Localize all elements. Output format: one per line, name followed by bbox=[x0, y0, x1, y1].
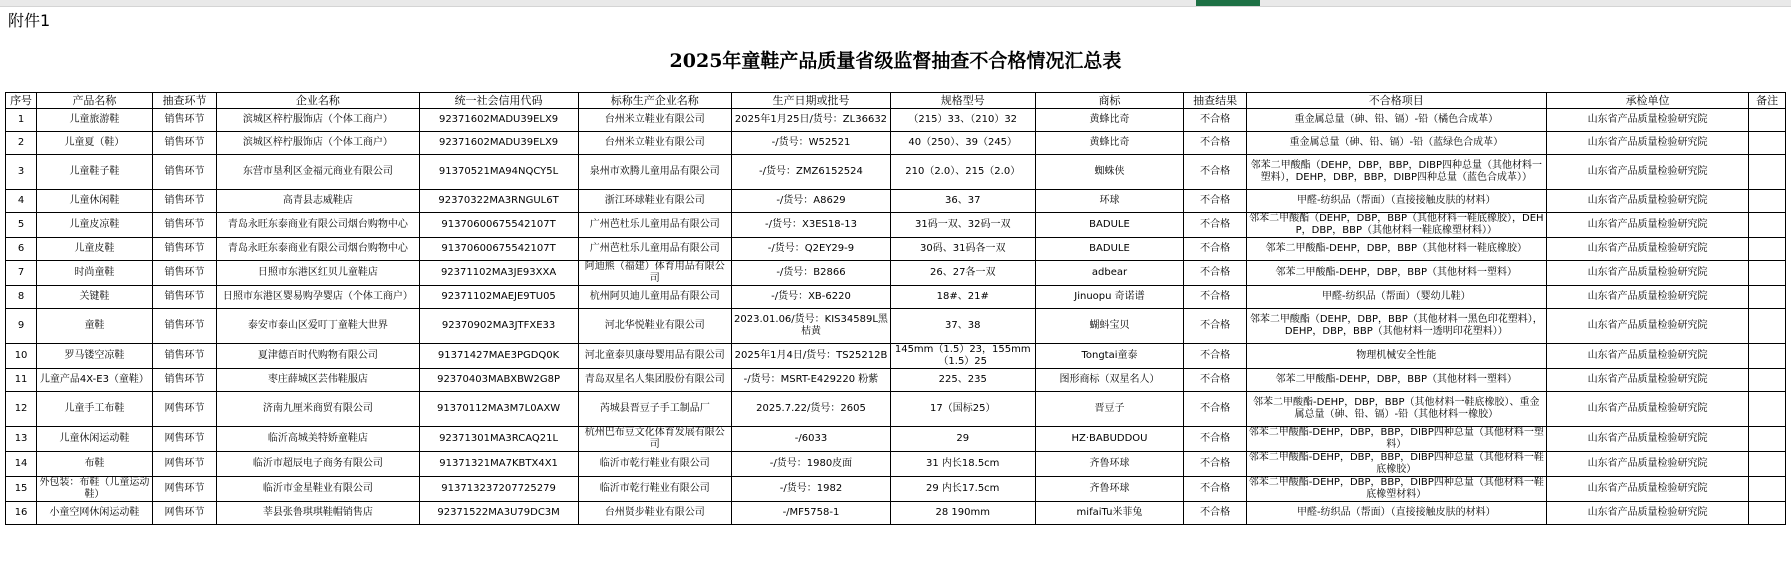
table-cell[interactable]: 不合格 bbox=[1184, 369, 1246, 392]
table-cell[interactable]: 不合格 bbox=[1184, 109, 1246, 132]
table-cell[interactable]: 4 bbox=[6, 190, 37, 213]
table-cell[interactable]: 山东省产品质量检验研究院 bbox=[1546, 392, 1748, 427]
table-cell[interactable]: BADULE bbox=[1035, 238, 1184, 261]
table-cell[interactable]: -/货号：W52521 bbox=[731, 132, 890, 155]
attachment-label[interactable]: 附件1 bbox=[8, 11, 51, 30]
table-cell[interactable]: 晋豆子 bbox=[1035, 392, 1184, 427]
table-cell[interactable]: 36、37 bbox=[890, 190, 1035, 213]
table-cell[interactable]: Jinuopu 奇诺谱 bbox=[1035, 286, 1184, 309]
table-cell[interactable]: 5 bbox=[6, 213, 37, 238]
table-cell[interactable]: 网售环节 bbox=[152, 452, 216, 477]
table-cell[interactable] bbox=[1749, 392, 1786, 427]
table-cell[interactable]: 山东省产品质量检验研究院 bbox=[1546, 369, 1748, 392]
table-cell[interactable]: 山东省产品质量检验研究院 bbox=[1546, 132, 1748, 155]
table-cell[interactable] bbox=[1749, 502, 1786, 525]
table-cell[interactable]: 网售环节 bbox=[152, 502, 216, 525]
table-cell[interactable]: 31 内长18.5cm bbox=[890, 452, 1035, 477]
table-cell[interactable]: -/货号：A8629 bbox=[731, 190, 890, 213]
table-cell[interactable]: 2 bbox=[6, 132, 37, 155]
table-cell[interactable]: 2025年1月4日/货号：TS25212B bbox=[731, 344, 890, 369]
table-cell[interactable]: 18#、21# bbox=[890, 286, 1035, 309]
table-cell[interactable] bbox=[1749, 369, 1786, 392]
table-cell[interactable] bbox=[1749, 238, 1786, 261]
table-cell[interactable]: 网售环节 bbox=[152, 477, 216, 502]
table-cell[interactable]: 92371301MA3RCAQ21L bbox=[419, 427, 578, 452]
table-cell[interactable]: 不合格 bbox=[1184, 502, 1246, 525]
selected-column-marker bbox=[1196, 0, 1260, 6]
table-cell[interactable]: 滨城区梓柠服饰店（个体工商户） bbox=[217, 132, 419, 155]
table-cell[interactable]: 销售环节 bbox=[152, 238, 216, 261]
table-row bbox=[6, 213, 1786, 238]
table-cell[interactable]: -/货号：1982 bbox=[731, 477, 890, 502]
table-cell[interactable]: 10 bbox=[6, 344, 37, 369]
table-cell[interactable]: 临沂市超辰电子商务有限公司 bbox=[217, 452, 419, 477]
table-cell[interactable]: 92371102MA3JE93XXA bbox=[419, 261, 578, 286]
table-cell[interactable]: 图形商标（双星名人） bbox=[1035, 369, 1184, 392]
table-cell[interactable]: 不合格 bbox=[1184, 392, 1246, 427]
table-cell[interactable]: 邻苯二甲酸酯-DEHP，DBP，BBP（其他材料一塑料） bbox=[1246, 369, 1546, 392]
page-title[interactable]: 2025年童鞋产品质量省级监督抽查不合格情况汇总表 bbox=[669, 50, 1122, 72]
table-cell[interactable]: 不合格 bbox=[1184, 155, 1246, 190]
table-cell[interactable] bbox=[1749, 190, 1786, 213]
table-cell[interactable]: 913713237207725279 bbox=[419, 477, 578, 502]
table-row bbox=[6, 477, 1786, 502]
table-cell[interactable]: 齐鲁环球 bbox=[1035, 452, 1184, 477]
table-cell[interactable]: 91371427MAE3PGDQ0K bbox=[419, 344, 578, 369]
table-cell[interactable]: 黄蜂比奇 bbox=[1035, 109, 1184, 132]
table-cell[interactable]: 9 bbox=[6, 309, 37, 344]
table-cell[interactable]: 泰安市泰山区爱叮丁童鞋大世界 bbox=[217, 309, 419, 344]
table-cell[interactable]: 高青县志威鞋店 bbox=[217, 190, 419, 213]
table-row bbox=[6, 132, 1786, 155]
header-cell[interactable]: 序号 bbox=[6, 93, 37, 109]
table-cell[interactable]: 台州米立鞋业有限公司 bbox=[578, 109, 731, 132]
header-cell[interactable]: 标称生产企业名称 bbox=[578, 93, 731, 109]
table-cell[interactable]: 蜘蛛侠 bbox=[1035, 155, 1184, 190]
table-cell[interactable] bbox=[1749, 213, 1786, 238]
table-cell[interactable]: （215）33、（210）32 bbox=[890, 109, 1035, 132]
table-cell[interactable]: 济南九厘米商贸有限公司 bbox=[217, 392, 419, 427]
table-cell[interactable]: 童鞋 bbox=[37, 309, 153, 344]
table-cell[interactable]: 不合格 bbox=[1184, 132, 1246, 155]
table-cell[interactable]: 210（2.0）、215（2.0） bbox=[890, 155, 1035, 190]
table-cell[interactable]: 临沂市乾行鞋业有限公司 bbox=[578, 477, 731, 502]
table-cell[interactable] bbox=[1749, 132, 1786, 155]
table-cell[interactable]: 山东省产品质量检验研究院 bbox=[1546, 452, 1748, 477]
table-cell[interactable]: 1 bbox=[6, 109, 37, 132]
table-cell[interactable]: 山东省产品质量检验研究院 bbox=[1546, 109, 1748, 132]
table-cell[interactable]: 青岛永旺东泰商业有限公司烟台购物中心 bbox=[217, 213, 419, 238]
header-cell[interactable]: 备注 bbox=[1749, 93, 1786, 109]
table-cell[interactable]: 杭州阿贝迪儿童用品有限公司 bbox=[578, 286, 731, 309]
table-cell[interactable]: 台州贤步鞋业有限公司 bbox=[578, 502, 731, 525]
table-cell[interactable]: 儿童手工布鞋 bbox=[37, 392, 153, 427]
table-cell[interactable]: 蝴蚪宝贝 bbox=[1035, 309, 1184, 344]
table-cell[interactable]: 儿童产品4X-E3（童鞋） bbox=[37, 369, 153, 392]
table-cell[interactable]: 销售环节 bbox=[152, 155, 216, 190]
header-cell[interactable]: 抽查结果 bbox=[1184, 93, 1246, 109]
table-cell[interactable]: adbear bbox=[1035, 261, 1184, 286]
table-cell[interactable]: 销售环节 bbox=[152, 344, 216, 369]
table-row bbox=[6, 309, 1786, 344]
table-header-row bbox=[6, 93, 1786, 109]
table-cell[interactable]: 92370322MA3RNGUL6T bbox=[419, 190, 578, 213]
table-cell[interactable]: 儿童休闲鞋 bbox=[37, 190, 153, 213]
table-cell[interactable]: 时尚童鞋 bbox=[37, 261, 153, 286]
table-cell[interactable]: 92371522MA3U79DC3M bbox=[419, 502, 578, 525]
table-cell[interactable] bbox=[1749, 261, 1786, 286]
table-cell[interactable]: 15 bbox=[6, 477, 37, 502]
table-cell[interactable]: 甲醛-纺织品（帮面）（婴幼儿鞋） bbox=[1246, 286, 1546, 309]
table-cell[interactable]: 重金属总量（砷、铅、镉）-铅（橘色合成革） bbox=[1246, 109, 1546, 132]
table-cell[interactable]: 山东省产品质量检验研究院 bbox=[1546, 309, 1748, 344]
table-cell[interactable]: 2023.01.06/货号：KIS34589L黑桔黄 bbox=[731, 309, 890, 344]
table-cell[interactable]: -/MF5758-1 bbox=[731, 502, 890, 525]
table-row bbox=[6, 392, 1786, 427]
table-cell[interactable]: 儿童旅游鞋 bbox=[37, 109, 153, 132]
table-row bbox=[6, 452, 1786, 477]
header-cell[interactable]: 不合格项目 bbox=[1246, 93, 1546, 109]
table-row bbox=[6, 502, 1786, 525]
table-cell[interactable]: 16 bbox=[6, 502, 37, 525]
table-cell[interactable]: 92371102MAEJE9TU05 bbox=[419, 286, 578, 309]
table-cell[interactable]: 92370403MABXBW2G8P bbox=[419, 369, 578, 392]
table-cell[interactable] bbox=[1749, 309, 1786, 344]
table-cell[interactable]: -/货号：X3ES18-13 bbox=[731, 213, 890, 238]
table-cell[interactable]: 145mm（1.5）23，155mm（1.5）25 bbox=[890, 344, 1035, 369]
table-cell[interactable]: 不合格 bbox=[1184, 452, 1246, 477]
table-cell[interactable]: 不合格 bbox=[1184, 213, 1246, 238]
table-cell[interactable]: 不合格 bbox=[1184, 427, 1246, 452]
table-cell[interactable]: 甲醛-纺织品（帮面）（直接接触皮肤的材料） bbox=[1246, 190, 1546, 213]
table-cell[interactable]: 30码、31码各一双 bbox=[890, 238, 1035, 261]
table-cell[interactable]: 阿迪熊（福建）体育用品有限公司 bbox=[578, 261, 731, 286]
table-body bbox=[6, 109, 1786, 525]
table-cell[interactable]: 浙江环球鞋业有限公司 bbox=[578, 190, 731, 213]
table-cell[interactable]: 8 bbox=[6, 286, 37, 309]
table-cell[interactable] bbox=[1749, 344, 1786, 369]
header-cell[interactable]: 抽查环节 bbox=[152, 93, 216, 109]
table-cell[interactable]: 销售环节 bbox=[152, 132, 216, 155]
table-cell[interactable]: 销售环节 bbox=[152, 286, 216, 309]
table-cell[interactable]: 邻苯二甲酸酯-DEHP，DBP，BBP（其他材料一鞋底橡胶） bbox=[1246, 238, 1546, 261]
table-cell[interactable]: 临沂高城美特娇童鞋店 bbox=[217, 427, 419, 452]
header-cell[interactable]: 产品名称 bbox=[37, 93, 153, 109]
table-cell[interactable]: 92371602MADU39ELX9 bbox=[419, 109, 578, 132]
table-row bbox=[6, 109, 1786, 132]
table-cell[interactable] bbox=[1749, 427, 1786, 452]
table-cell[interactable]: 不合格 bbox=[1184, 261, 1246, 286]
table-cell[interactable]: -/6033 bbox=[731, 427, 890, 452]
table-cell[interactable]: 儿童皮凉鞋 bbox=[37, 213, 153, 238]
table-cell[interactable]: 91370600675542107T bbox=[419, 238, 578, 261]
table-cell[interactable]: 网售环节 bbox=[152, 392, 216, 427]
header-cell[interactable]: 商标 bbox=[1035, 93, 1184, 109]
table-row bbox=[6, 238, 1786, 261]
table-cell[interactable]: 青岛双星名人集团股份有限公司 bbox=[578, 369, 731, 392]
table-cell[interactable]: 山东省产品质量检验研究院 bbox=[1546, 190, 1748, 213]
table-cell[interactable]: 不合格 bbox=[1184, 344, 1246, 369]
table-cell[interactable]: 山东省产品质量检验研究院 bbox=[1546, 344, 1748, 369]
table-cell[interactable]: 37、38 bbox=[890, 309, 1035, 344]
header-cell[interactable]: 企业名称 bbox=[217, 93, 419, 109]
table-cell[interactable] bbox=[1749, 286, 1786, 309]
table-cell[interactable]: 罗马镂空凉鞋 bbox=[37, 344, 153, 369]
table-cell[interactable]: -/货号：1980皮面 bbox=[731, 452, 890, 477]
table-cell[interactable]: 临沂市乾行鞋业有限公司 bbox=[578, 452, 731, 477]
table-cell[interactable]: 网售环节 bbox=[152, 427, 216, 452]
table-cell[interactable]: 滨城区梓柠服饰店（个体工商户） bbox=[217, 109, 419, 132]
table-cell[interactable]: 山东省产品质量检验研究院 bbox=[1546, 427, 1748, 452]
table-cell[interactable]: 齐鲁环球 bbox=[1035, 477, 1184, 502]
table-cell[interactable]: 小童空网休闲运动鞋 bbox=[37, 502, 153, 525]
table-cell[interactable]: 莘县张鲁琪琪鞋帽销售店 bbox=[217, 502, 419, 525]
table-cell[interactable]: 河北华悦鞋业有限公司 bbox=[578, 309, 731, 344]
table-cell[interactable]: 儿童鞋子鞋 bbox=[37, 155, 153, 190]
table-cell[interactable]: 邻苯二甲酸酯（DEHP，DBP，BBP，DIBP四种总量（其他材料一塑料），DEHP，DBP，BBP，DIBP四种总量（蓝色合成革）） bbox=[1246, 155, 1546, 190]
table-cell[interactable]: 邻苯二甲酸酯-DEHP，DBP，BBP（其他材料一塑料） bbox=[1246, 261, 1546, 286]
table-cell[interactable]: 不合格 bbox=[1184, 309, 1246, 344]
table-cell[interactable]: 邻苯二甲酸酯-DEHP，DBP，BBP，DIBP四种总量（其他材料一塑料） bbox=[1246, 427, 1546, 452]
table-cell[interactable]: -/货号：ZMZ6152524 bbox=[731, 155, 890, 190]
table-cell[interactable]: 销售环节 bbox=[152, 369, 216, 392]
column-header-strip bbox=[0, 0, 1791, 7]
table-cell[interactable]: 2025年1月25日/货号：ZL36632 bbox=[731, 109, 890, 132]
table-cell[interactable]: 环球 bbox=[1035, 190, 1184, 213]
table-cell[interactable]: 山东省产品质量检验研究院 bbox=[1546, 238, 1748, 261]
table-cell[interactable] bbox=[1749, 452, 1786, 477]
table-cell[interactable]: 91371321MA7KBTX4X1 bbox=[419, 452, 578, 477]
table-cell[interactable]: 28 190mm bbox=[890, 502, 1035, 525]
header-cell[interactable]: 统一社会信用代码 bbox=[419, 93, 578, 109]
table-cell[interactable] bbox=[1749, 155, 1786, 190]
table-cell[interactable]: 不合格 bbox=[1184, 190, 1246, 213]
table-cell[interactable]: Tongtai童泰 bbox=[1035, 344, 1184, 369]
table-cell[interactable]: BADULE bbox=[1035, 213, 1184, 238]
table-row bbox=[6, 369, 1786, 392]
table-row bbox=[6, 427, 1786, 452]
table-cell[interactable]: 邻苯二甲酸酯-DEHP，DBP，BBP，DIBP四种总量（其他材料一鞋底橡塑材料） bbox=[1246, 477, 1546, 502]
table-cell[interactable]: 黄蜂比奇 bbox=[1035, 132, 1184, 155]
table-cell[interactable]: 11 bbox=[6, 369, 37, 392]
table-cell[interactable]: 91370600675542107T bbox=[419, 213, 578, 238]
table-cell[interactable]: 29 bbox=[890, 427, 1035, 452]
table-cell[interactable]: 邻苯二甲酸酯（DEHP，DBP，BBP（其他材料一鞋底橡胶），DEHP，DBP，BBP（其他材料一鞋底橡塑材料）） bbox=[1246, 213, 1546, 238]
table-cell[interactable]: 29 内长17.5cm bbox=[890, 477, 1035, 502]
table-cell[interactable]: 日照市东港区婴易购孕婴店（个体工商户） bbox=[217, 286, 419, 309]
table-row bbox=[6, 155, 1786, 190]
table-cell[interactable]: 91370521MA94NQCY5L bbox=[419, 155, 578, 190]
table-cell[interactable]: 芮城县晋豆子手工制品厂 bbox=[578, 392, 731, 427]
table-cell[interactable]: -/货号：XB-6220 bbox=[731, 286, 890, 309]
table-cell[interactable]: 12 bbox=[6, 392, 37, 427]
table-cell[interactable] bbox=[1749, 109, 1786, 132]
table-cell[interactable]: 14 bbox=[6, 452, 37, 477]
table-cell[interactable]: 2025.7.22/货号：2605 bbox=[731, 392, 890, 427]
table-cell[interactable]: 6 bbox=[6, 238, 37, 261]
table-cell[interactable] bbox=[1749, 477, 1786, 502]
table-row bbox=[6, 190, 1786, 213]
table-cell[interactable]: 布鞋 bbox=[37, 452, 153, 477]
table-cell[interactable]: 3 bbox=[6, 155, 37, 190]
table-cell[interactable]: -/货号：MSRT-E429220 粉紫 bbox=[731, 369, 890, 392]
table-cell[interactable]: 青岛永旺东泰商业有限公司烟台购物中心 bbox=[217, 238, 419, 261]
table-cell[interactable]: 杭州巴布豆文化体育发展有限公司 bbox=[578, 427, 731, 452]
table-cell[interactable]: 不合格 bbox=[1184, 477, 1246, 502]
header-cell[interactable]: 生产日期或批号 bbox=[731, 93, 890, 109]
table-cell[interactable]: 山东省产品质量检验研究院 bbox=[1546, 155, 1748, 190]
table-cell[interactable]: 92371602MADU39ELX9 bbox=[419, 132, 578, 155]
table-cell[interactable]: 儿童休闲运动鞋 bbox=[37, 427, 153, 452]
table-cell[interactable]: 山东省产品质量检验研究院 bbox=[1546, 502, 1748, 525]
table-cell[interactable]: 不合格 bbox=[1184, 238, 1246, 261]
table-cell[interactable]: 关键鞋 bbox=[37, 286, 153, 309]
table-cell[interactable]: 物理机械安全性能 bbox=[1246, 344, 1546, 369]
table-row bbox=[6, 261, 1786, 286]
table-cell[interactable]: mifaiTu米菲兔 bbox=[1035, 502, 1184, 525]
table-cell[interactable]: 17（国标25） bbox=[890, 392, 1035, 427]
table-cell[interactable]: 山东省产品质量检验研究院 bbox=[1546, 477, 1748, 502]
table-cell[interactable]: 广州芭杜乐儿童用品有限公司 bbox=[578, 213, 731, 238]
table-cell[interactable]: 临沂市金星鞋业有限公司 bbox=[217, 477, 419, 502]
table-cell[interactable]: 7 bbox=[6, 261, 37, 286]
table-cell[interactable]: 河北童泰贝康母婴用品有限公司 bbox=[578, 344, 731, 369]
table-cell[interactable]: 台州米立鞋业有限公司 bbox=[578, 132, 731, 155]
table-cell[interactable]: 枣庄薛城区芸伟鞋服店 bbox=[217, 369, 419, 392]
table-cell[interactable]: -/货号：Q2EY29-9 bbox=[731, 238, 890, 261]
table-cell[interactable]: 东营市垦利区金福元商业有限公司 bbox=[217, 155, 419, 190]
table-cell[interactable]: 邻苯二甲酸酯（DEHP，DBP，BBP（其他材料一黑色印花塑料），DEHP，DBP，BBP（其他材料一透明印花塑料）） bbox=[1246, 309, 1546, 344]
header-cell[interactable]: 承检单位 bbox=[1546, 93, 1748, 109]
table-cell[interactable]: 销售环节 bbox=[152, 109, 216, 132]
table-cell[interactable]: 邻苯二甲酸酯-DEHP，DBP，BBP（其他材料一鞋底橡胶）、重金属总量（砷、铅、镉）-铅（其他材料一橡胶） bbox=[1246, 392, 1546, 427]
table-cell[interactable]: 山东省产品质量检验研究院 bbox=[1546, 286, 1748, 309]
table-cell[interactable]: 邻苯二甲酸酯-DEHP，DBP，BBP，DIBP四种总量（其他材料一鞋底橡胶） bbox=[1246, 452, 1546, 477]
table-cell[interactable]: 山东省产品质量检验研究院 bbox=[1546, 213, 1748, 238]
table-cell[interactable]: 26、27各一双 bbox=[890, 261, 1035, 286]
table-cell[interactable]: 重金属总量（砷、铅、镉）-铅（蓝绿色合成革） bbox=[1246, 132, 1546, 155]
table-row bbox=[6, 344, 1786, 369]
table-cell[interactable]: 外包装：布鞋（儿童运动鞋） bbox=[37, 477, 153, 502]
table-cell[interactable]: 销售环节 bbox=[152, 261, 216, 286]
table-cell[interactable]: 儿童夏（鞋） bbox=[37, 132, 153, 155]
table-cell[interactable]: 甲醛-纺织品（帮面）（直接接触皮肤的材料） bbox=[1246, 502, 1546, 525]
table-row bbox=[6, 286, 1786, 309]
table-cell[interactable]: 销售环节 bbox=[152, 190, 216, 213]
table-cell[interactable]: 销售环节 bbox=[152, 213, 216, 238]
table-cell[interactable]: 40（250）、39（245） bbox=[890, 132, 1035, 155]
table-cell[interactable]: 夏津德百时代购物有限公司 bbox=[217, 344, 419, 369]
table-cell[interactable]: 销售环节 bbox=[152, 309, 216, 344]
table-cell[interactable]: 泉州市欢腾儿童用品有限公司 bbox=[578, 155, 731, 190]
table-cell[interactable]: 31码一双、32码一双 bbox=[890, 213, 1035, 238]
table-cell[interactable]: 广州芭杜乐儿童用品有限公司 bbox=[578, 238, 731, 261]
table-cell[interactable]: 不合格 bbox=[1184, 286, 1246, 309]
table-cell[interactable]: 92370902MA3JTFXE33 bbox=[419, 309, 578, 344]
table-cell[interactable]: 日照市东港区红贝儿童鞋店 bbox=[217, 261, 419, 286]
table-cell[interactable]: 山东省产品质量检验研究院 bbox=[1546, 261, 1748, 286]
table-cell[interactable]: -/货号：B2866 bbox=[731, 261, 890, 286]
table-cell[interactable]: 儿童皮鞋 bbox=[37, 238, 153, 261]
table-cell[interactable]: 13 bbox=[6, 427, 37, 452]
data-table bbox=[5, 92, 1786, 525]
table-cell[interactable]: HZ·BABUDDOU bbox=[1035, 427, 1184, 452]
table-cell[interactable]: 225、235 bbox=[890, 369, 1035, 392]
header-cell[interactable]: 规格型号 bbox=[890, 93, 1035, 109]
table-cell[interactable]: 91370112MA3M7L0AXW bbox=[419, 392, 578, 427]
